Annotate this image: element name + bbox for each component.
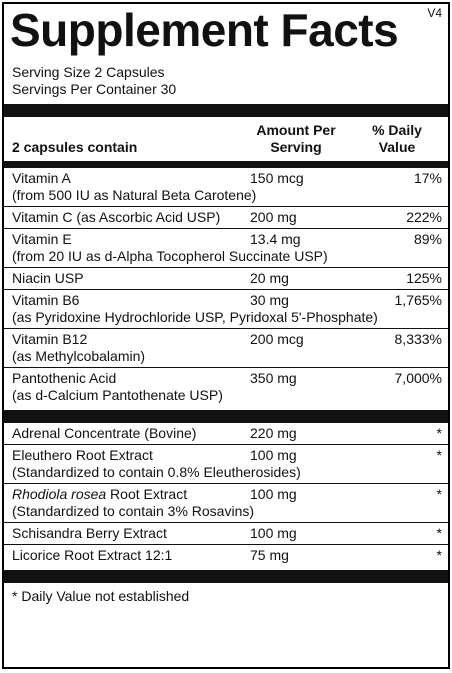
nutrient-dv: 7,000% (394, 370, 442, 386)
header-amount: Amount Per Serving (256, 122, 336, 155)
ingredient-name-italic: Rhodiola rosea (12, 486, 107, 502)
header-contain: 2 capsules contain (12, 139, 138, 155)
table-row (4, 228, 448, 267)
nutrient-name: Vitamin B12 (12, 331, 88, 347)
header-daily-value: % Daily Value (372, 122, 422, 155)
nutrient-amount: 200 mcg (250, 331, 304, 347)
divider-thick (4, 410, 448, 423)
nutrient-dv: 1,765% (394, 292, 442, 308)
ingredient-amount: 100 mg (250, 486, 297, 502)
table-row (4, 367, 448, 406)
nutrient-amount: 20 mg (250, 270, 289, 286)
column-header (4, 117, 448, 161)
ingredient-name: Eleuthero Root Extract (12, 447, 153, 463)
ingredient-amount: 100 mg (250, 447, 297, 463)
ingredient-dv: * (436, 425, 442, 441)
ingredient-dv: * (436, 547, 442, 563)
ingredient-amount: 220 mg (250, 425, 297, 441)
nutrient-amount: 30 mg (250, 292, 289, 308)
ingredient-standardization: (Standardized to contain 0.8% Eleutherosides) (12, 464, 301, 480)
nutrient-name: Pantothenic Acid (12, 370, 117, 386)
nutrient-amount: 350 mg (250, 370, 297, 386)
table-row (4, 423, 448, 444)
nutrient-name: Vitamin E (12, 231, 72, 247)
table-row (4, 544, 448, 566)
nutrient-source: (as d-Calcium Pantothenate USP) (12, 387, 223, 403)
ingredient-amount: 100 mg (250, 525, 297, 541)
nutrient-name: Vitamin B6 (12, 292, 80, 308)
serving-info (4, 54, 448, 98)
ingredient-dv: * (436, 486, 442, 502)
supplement-facts-panel (2, 2, 450, 669)
ingredient-standardization: (Standardized to contain 3% Rosavins) (12, 503, 255, 519)
table-row (4, 289, 448, 328)
table-row (4, 168, 448, 206)
nutrient-dv: 222% (406, 209, 442, 225)
table-row (4, 483, 448, 522)
nutrient-dv: 8,333% (394, 331, 442, 347)
footnote: * Daily Value not established (12, 588, 190, 604)
ingredient-name: Adrenal Concentrate (Bovine) (12, 425, 197, 441)
ingredient-amount: 75 mg (250, 547, 289, 563)
divider-thick (4, 570, 448, 583)
nutrient-dv: 89% (413, 231, 442, 247)
nutrient-dv: 17% (413, 170, 442, 186)
nutrient-name: Vitamin A (12, 170, 71, 186)
nutrient-amount: 200 mg (250, 209, 297, 225)
ingredient-name (12, 486, 250, 503)
nutrient-name: Niacin USP (12, 270, 84, 286)
nutrient-name: Vitamin C (as Ascorbic Acid USP) (12, 209, 221, 225)
ingredient-dv: * (436, 447, 442, 463)
serving-size: Serving Size 2 Capsules (12, 64, 165, 80)
panel-title: Supplement Facts (10, 4, 399, 56)
table-row (4, 328, 448, 367)
nutrient-source: (as Methylcobalamin) (12, 348, 146, 364)
nutrient-dv: 125% (406, 270, 442, 286)
table-row (4, 206, 448, 228)
nutrient-source: (from 20 IU as d-Alpha Tocopherol Succinate USP) (12, 248, 328, 264)
nutrient-amount: 13.4 mg (250, 231, 301, 247)
servings-per-container: Servings Per Container 30 (12, 81, 177, 97)
nutrient-source: (as Pyridoxine Hydrochloride USP, Pyridoxal 5'-Phosphate) (12, 309, 378, 325)
version-mark: V4 (427, 6, 442, 20)
divider-medium (4, 161, 448, 168)
nutrient-amount: 150 mcg (250, 170, 304, 186)
ingredient-name-rest: Root Extract (106, 486, 188, 502)
table-row (4, 522, 448, 544)
ingredient-name: Schisandra Berry Extract (12, 525, 167, 541)
ingredient-dv: * (436, 525, 442, 541)
ingredient-name: Licorice Root Extract 12:1 (12, 547, 173, 563)
table-row (4, 444, 448, 483)
divider-thick (4, 104, 448, 117)
table-row (4, 267, 448, 289)
nutrient-source: (from 500 IU as Natural Beta Carotene) (12, 187, 257, 203)
